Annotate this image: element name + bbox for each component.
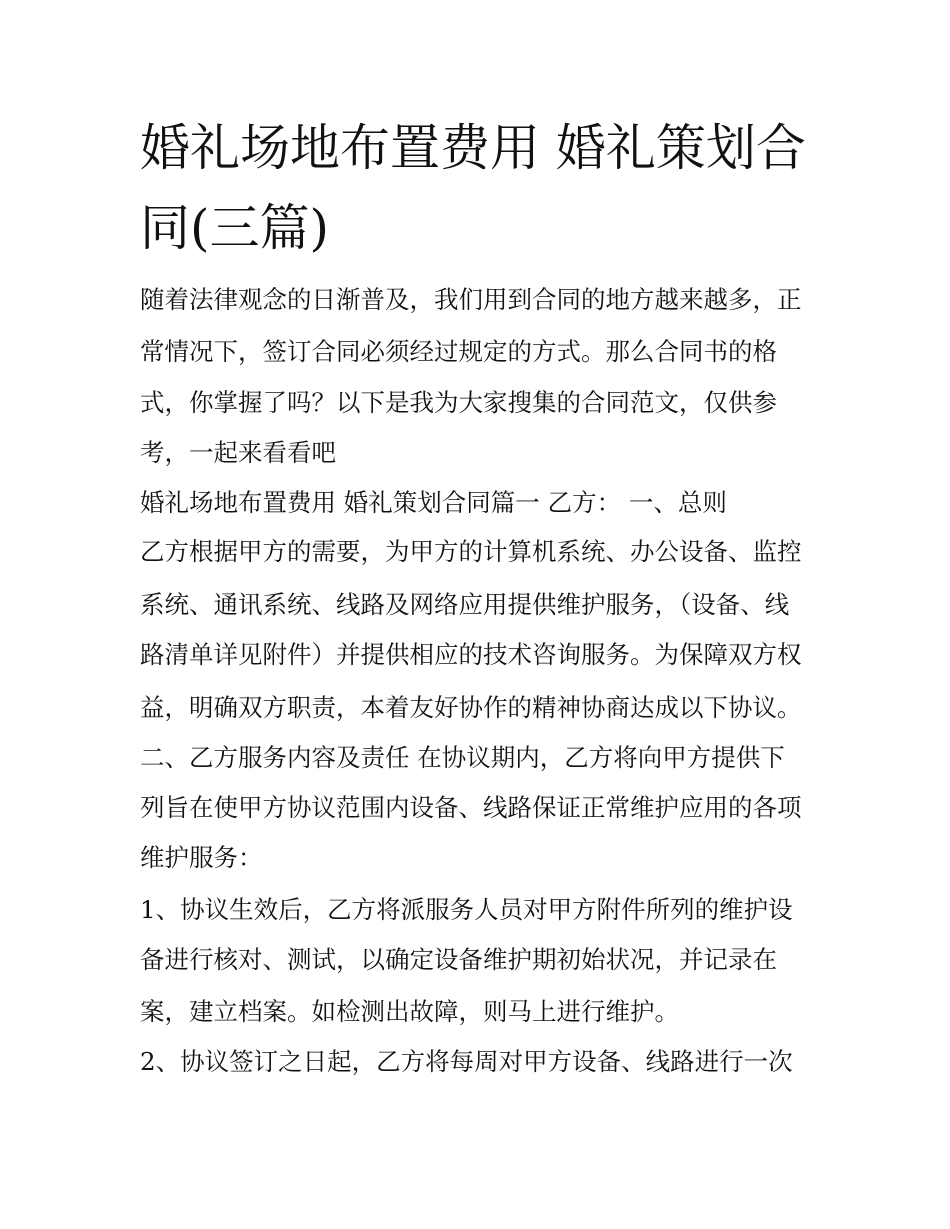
body-line: 二、乙方服务内容及责任 在协议期内，乙方将向甲方提供下	[140, 743, 785, 772]
body-line: 益，明确双方职责，本着友好协作的精神协商达成以下协议。	[140, 693, 802, 722]
body-line: 系统、通讯系统、线路及网络应用提供维护服务，（设备、线	[140, 590, 790, 619]
body-line: 常情况下，签订合同必须经过规定的方式。那么合同书的格	[140, 337, 777, 366]
body-line: 备进行核对、测试，以确定设备维护期初始状况，并记录在	[140, 945, 777, 974]
body-line: 乙方根据甲方的需要，为甲方的计算机系统、办公设备、监控	[140, 537, 802, 566]
body-line: 2、协议签订之日起，乙方将每周对甲方设备、线路进行一次	[140, 1047, 793, 1076]
body-line: 式，你掌握了吗？以下是我为大家搜集的合同范文，仅供参	[140, 388, 777, 417]
body-line: 案，建立档案。如检测出故障，则马上进行维护。	[140, 997, 679, 1026]
body-line: 路清单详见附件）并提供相应的技术咨询服务。为保障双方权	[140, 640, 802, 669]
body-line: 1、协议生效后，乙方将派服务人员对甲方附件所列的维护设	[140, 895, 793, 924]
document-title-line-1: 婚礼场地布置费用 婚礼策划合	[140, 119, 806, 177]
body-line: 随着法律观念的日渐普及，我们用到合同的地方越来越多，正	[140, 285, 802, 314]
body-line: 考，一起来看看吧	[140, 438, 336, 467]
section-heading: 婚礼场地布置费用 婚礼策划合同篇一 乙方： 一、总则	[140, 488, 727, 517]
body-line: 维护服务：	[140, 843, 263, 872]
body-line: 列旨在使甲方协议范围内设备、线路保证正常维护应用的各项	[140, 793, 802, 822]
document-title-line-2: 同(三篇)	[140, 199, 330, 257]
